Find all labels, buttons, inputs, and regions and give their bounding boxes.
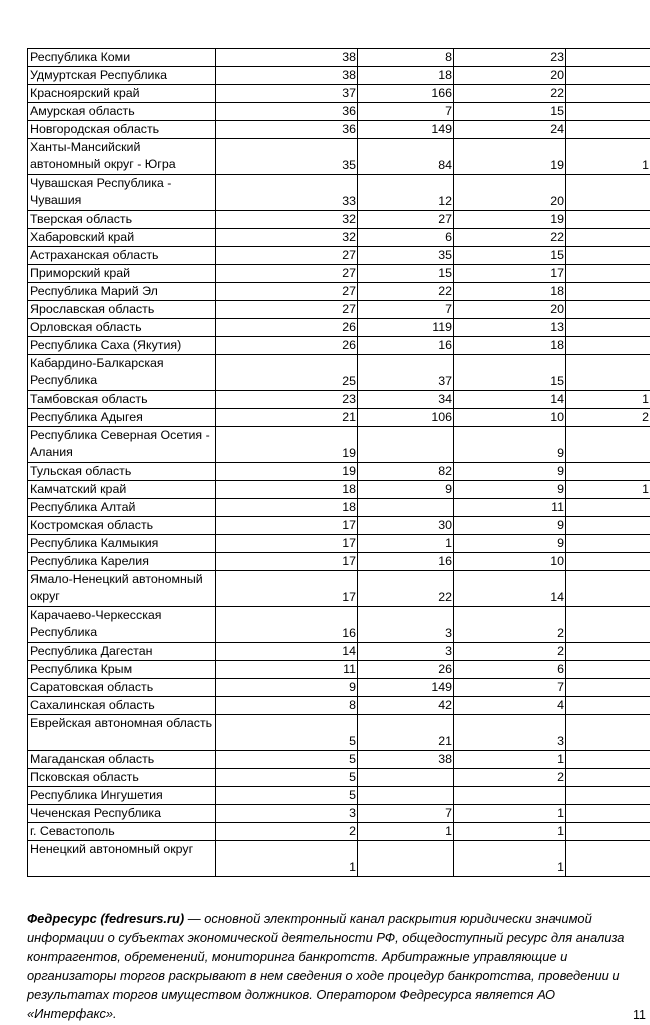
table-row xyxy=(28,463,650,481)
value-cell-2: 1 xyxy=(358,823,454,841)
page-number: 11 xyxy=(633,1008,646,1022)
region-name-cell: Кабардино-Балкарская Республика xyxy=(28,355,216,391)
region-name-cell: Республика Алтай xyxy=(28,499,216,517)
value-cell-2 xyxy=(358,427,454,463)
table-row xyxy=(28,823,650,841)
value-cell-3: 7 xyxy=(454,679,566,697)
value-cell-1: 1 xyxy=(216,841,358,877)
value-cell-2: 27 xyxy=(358,211,454,229)
value-cell-2: 149 xyxy=(358,121,454,139)
region-name-cell: Сахалинская область xyxy=(28,697,216,715)
value-cell-2: 84 xyxy=(358,139,454,175)
table-row xyxy=(28,49,650,67)
value-cell-4: 1 xyxy=(566,139,650,175)
value-cell-3: 9 xyxy=(454,463,566,481)
value-cell-1: 11 xyxy=(216,661,358,679)
table-row xyxy=(28,607,650,643)
value-cell-4 xyxy=(566,697,650,715)
value-cell-3: 9 xyxy=(454,517,566,535)
table-row xyxy=(28,499,650,517)
table-row xyxy=(28,139,650,175)
value-cell-2: 6 xyxy=(358,229,454,247)
value-cell-1: 9 xyxy=(216,679,358,697)
value-cell-3: 22 xyxy=(454,229,566,247)
value-cell-1: 26 xyxy=(216,337,358,355)
footnote xyxy=(27,909,647,1023)
region-name-cell: Республика Крым xyxy=(28,661,216,679)
table-row xyxy=(28,319,650,337)
value-cell-4 xyxy=(566,49,650,67)
value-cell-4 xyxy=(566,319,650,337)
table-row xyxy=(28,265,650,283)
value-cell-4 xyxy=(566,823,650,841)
value-cell-2: 26 xyxy=(358,661,454,679)
value-cell-1: 17 xyxy=(216,571,358,607)
value-cell-4 xyxy=(566,553,650,571)
value-cell-1: 17 xyxy=(216,517,358,535)
value-cell-3: 23 xyxy=(454,49,566,67)
region-name-cell: Тульская область xyxy=(28,463,216,481)
value-cell-1: 19 xyxy=(216,427,358,463)
value-cell-2: 1 xyxy=(358,535,454,553)
value-cell-3: 17 xyxy=(454,265,566,283)
region-name-cell: Ямало-Ненецкий автономный округ xyxy=(28,571,216,607)
value-cell-3: 20 xyxy=(454,67,566,85)
value-cell-2: 21 xyxy=(358,715,454,751)
value-cell-3: 1 xyxy=(454,841,566,877)
regions-table-body xyxy=(28,49,650,877)
region-name-cell: Республика Марий Эл xyxy=(28,283,216,301)
value-cell-2: 166 xyxy=(358,85,454,103)
table-row xyxy=(28,67,650,85)
value-cell-3: 14 xyxy=(454,571,566,607)
value-cell-4 xyxy=(566,283,650,301)
value-cell-4 xyxy=(566,121,650,139)
value-cell-2: 3 xyxy=(358,643,454,661)
value-cell-3: 15 xyxy=(454,247,566,265)
value-cell-3: 3 xyxy=(454,715,566,751)
value-cell-3: 14 xyxy=(454,391,566,409)
value-cell-2: 22 xyxy=(358,571,454,607)
value-cell-4 xyxy=(566,247,650,265)
region-name-cell: Чувашская Республика - Чувашия xyxy=(28,175,216,211)
value-cell-1: 27 xyxy=(216,301,358,319)
table-row xyxy=(28,283,650,301)
region-name-cell: Саратовская область xyxy=(28,679,216,697)
value-cell-4 xyxy=(566,841,650,877)
value-cell-3: 18 xyxy=(454,283,566,301)
table-row xyxy=(28,535,650,553)
value-cell-2: 9 xyxy=(358,481,454,499)
value-cell-2: 18 xyxy=(358,67,454,85)
value-cell-1: 27 xyxy=(216,283,358,301)
table-row xyxy=(28,355,650,391)
region-name-cell: Магаданская область xyxy=(28,751,216,769)
value-cell-1: 18 xyxy=(216,499,358,517)
value-cell-3: 10 xyxy=(454,553,566,571)
value-cell-1: 19 xyxy=(216,463,358,481)
table-row xyxy=(28,553,650,571)
value-cell-3: 13 xyxy=(454,319,566,337)
value-cell-3: 18 xyxy=(454,337,566,355)
value-cell-1: 26 xyxy=(216,319,358,337)
value-cell-3: 22 xyxy=(454,85,566,103)
value-cell-2: 149 xyxy=(358,679,454,697)
value-cell-4 xyxy=(566,427,650,463)
table-row xyxy=(28,787,650,805)
value-cell-1: 18 xyxy=(216,481,358,499)
value-cell-4 xyxy=(566,103,650,121)
value-cell-2: 7 xyxy=(358,301,454,319)
value-cell-1: 25 xyxy=(216,355,358,391)
value-cell-2: 7 xyxy=(358,805,454,823)
value-cell-2: 12 xyxy=(358,175,454,211)
table-row xyxy=(28,103,650,121)
value-cell-2: 119 xyxy=(358,319,454,337)
table-row xyxy=(28,247,650,265)
value-cell-1: 36 xyxy=(216,121,358,139)
region-name-cell: Тверская область xyxy=(28,211,216,229)
value-cell-3: 19 xyxy=(454,211,566,229)
value-cell-2 xyxy=(358,841,454,877)
value-cell-3: 19 xyxy=(454,139,566,175)
table-row xyxy=(28,427,650,463)
value-cell-1: 3 xyxy=(216,805,358,823)
table-row xyxy=(28,409,650,427)
value-cell-4 xyxy=(566,751,650,769)
region-name-cell: Республика Калмыкия xyxy=(28,535,216,553)
value-cell-1: 5 xyxy=(216,751,358,769)
value-cell-1: 23 xyxy=(216,391,358,409)
value-cell-3: 9 xyxy=(454,427,566,463)
value-cell-4 xyxy=(566,175,650,211)
value-cell-4 xyxy=(566,211,650,229)
table-row xyxy=(28,769,650,787)
table-row xyxy=(28,121,650,139)
table-row xyxy=(28,751,650,769)
value-cell-1: 37 xyxy=(216,85,358,103)
table-row xyxy=(28,805,650,823)
region-name-cell: Республика Ингушетия xyxy=(28,787,216,805)
region-name-cell: Республика Коми xyxy=(28,49,216,67)
region-name-cell: Республика Саха (Якутия) xyxy=(28,337,216,355)
value-cell-4 xyxy=(566,463,650,481)
value-cell-2: 16 xyxy=(358,337,454,355)
region-name-cell: Чеченская Республика xyxy=(28,805,216,823)
value-cell-3: 15 xyxy=(454,103,566,121)
value-cell-3: 1 xyxy=(454,751,566,769)
value-cell-2: 16 xyxy=(358,553,454,571)
region-name-cell: Республика Северная Осетия - Алания xyxy=(28,427,216,463)
value-cell-2: 37 xyxy=(358,355,454,391)
regions-table xyxy=(27,48,650,877)
value-cell-1: 14 xyxy=(216,643,358,661)
footnote-source: Федресурс (fedresurs.ru) xyxy=(27,910,185,926)
region-name-cell: Новгородская область xyxy=(28,121,216,139)
value-cell-4 xyxy=(566,229,650,247)
table-row xyxy=(28,679,650,697)
value-cell-2: 15 xyxy=(358,265,454,283)
value-cell-3: 2 xyxy=(454,769,566,787)
footnote-text: — основной электронный канал раскрытия юридически значимой информации о субъектах экономической деятельности РФ, общедоступный ресурс для анализа контрагентов, обременений, мониторинга банкротств. Арбитражные управляющие и организаторы торгов раскрывают в нем сведения о ходе процедур банкротства, проведении и результатах торгов имуществом должников. Оператором Федресурса является АО «Интерфакс». xyxy=(27,910,625,1021)
value-cell-4 xyxy=(566,517,650,535)
value-cell-4: 1 xyxy=(566,391,650,409)
region-name-cell: Республика Дагестан xyxy=(28,643,216,661)
table-row xyxy=(28,715,650,751)
table-row xyxy=(28,661,650,679)
value-cell-3: 24 xyxy=(454,121,566,139)
table-row xyxy=(28,841,650,877)
value-cell-4 xyxy=(566,85,650,103)
region-name-cell: Республика Адыгея xyxy=(28,409,216,427)
table-row xyxy=(28,517,650,535)
table-row xyxy=(28,481,650,499)
value-cell-2: 34 xyxy=(358,391,454,409)
region-name-cell: Орловская область xyxy=(28,319,216,337)
value-cell-3: 11 xyxy=(454,499,566,517)
value-cell-1: 16 xyxy=(216,607,358,643)
value-cell-4 xyxy=(566,769,650,787)
value-cell-4 xyxy=(566,535,650,553)
value-cell-1: 17 xyxy=(216,535,358,553)
value-cell-3 xyxy=(454,787,566,805)
value-cell-3: 6 xyxy=(454,661,566,679)
value-cell-4 xyxy=(566,787,650,805)
value-cell-4 xyxy=(566,265,650,283)
value-cell-3: 15 xyxy=(454,355,566,391)
value-cell-2: 7 xyxy=(358,103,454,121)
region-name-cell: г. Севастополь xyxy=(28,823,216,841)
region-name-cell: Ярославская область xyxy=(28,301,216,319)
value-cell-2: 82 xyxy=(358,463,454,481)
value-cell-4 xyxy=(566,715,650,751)
value-cell-3: 1 xyxy=(454,805,566,823)
value-cell-1: 5 xyxy=(216,715,358,751)
value-cell-2 xyxy=(358,787,454,805)
region-name-cell: Амурская область xyxy=(28,103,216,121)
value-cell-2: 22 xyxy=(358,283,454,301)
region-name-cell: Камчатский край xyxy=(28,481,216,499)
value-cell-4 xyxy=(566,571,650,607)
value-cell-3: 2 xyxy=(454,643,566,661)
value-cell-2: 30 xyxy=(358,517,454,535)
value-cell-1: 32 xyxy=(216,211,358,229)
value-cell-1: 32 xyxy=(216,229,358,247)
value-cell-1: 38 xyxy=(216,49,358,67)
value-cell-4 xyxy=(566,661,650,679)
value-cell-1: 27 xyxy=(216,265,358,283)
value-cell-4: 2 xyxy=(566,409,650,427)
value-cell-1: 27 xyxy=(216,247,358,265)
value-cell-1: 5 xyxy=(216,787,358,805)
value-cell-1: 5 xyxy=(216,769,358,787)
region-name-cell: Костромская область xyxy=(28,517,216,535)
value-cell-2: 35 xyxy=(358,247,454,265)
value-cell-1: 35 xyxy=(216,139,358,175)
region-name-cell: Красноярский край xyxy=(28,85,216,103)
value-cell-1: 2 xyxy=(216,823,358,841)
table-row xyxy=(28,175,650,211)
value-cell-1: 36 xyxy=(216,103,358,121)
value-cell-3: 20 xyxy=(454,301,566,319)
region-name-cell: Тамбовская область xyxy=(28,391,216,409)
region-name-cell: Псковская область xyxy=(28,769,216,787)
value-cell-1: 33 xyxy=(216,175,358,211)
region-name-cell: Еврейская автономная область xyxy=(28,715,216,751)
region-name-cell: Карачаево-Черкесская Республика xyxy=(28,607,216,643)
value-cell-2: 3 xyxy=(358,607,454,643)
table-row xyxy=(28,643,650,661)
value-cell-4 xyxy=(566,355,650,391)
value-cell-4 xyxy=(566,643,650,661)
table-row xyxy=(28,697,650,715)
table-row xyxy=(28,571,650,607)
value-cell-3: 9 xyxy=(454,481,566,499)
value-cell-4 xyxy=(566,337,650,355)
table-row xyxy=(28,337,650,355)
region-name-cell: Астраханская область xyxy=(28,247,216,265)
value-cell-1: 38 xyxy=(216,67,358,85)
value-cell-2: 8 xyxy=(358,49,454,67)
table-row xyxy=(28,391,650,409)
value-cell-1: 17 xyxy=(216,553,358,571)
region-name-cell: Республика Карелия xyxy=(28,553,216,571)
value-cell-3: 9 xyxy=(454,535,566,553)
value-cell-2 xyxy=(358,499,454,517)
value-cell-1: 8 xyxy=(216,697,358,715)
value-cell-4 xyxy=(566,301,650,319)
region-name-cell: Удмуртская Республика xyxy=(28,67,216,85)
region-name-cell: Хабаровский край xyxy=(28,229,216,247)
table-row xyxy=(28,301,650,319)
value-cell-1: 21 xyxy=(216,409,358,427)
value-cell-4 xyxy=(566,607,650,643)
value-cell-4 xyxy=(566,67,650,85)
value-cell-2: 42 xyxy=(358,697,454,715)
region-name-cell: Ханты-Мансийский автономный округ - Югра xyxy=(28,139,216,175)
value-cell-4: 1 xyxy=(566,481,650,499)
table-row xyxy=(28,85,650,103)
region-name-cell: Ненецкий автономный округ xyxy=(28,841,216,877)
value-cell-2: 106 xyxy=(358,409,454,427)
value-cell-3: 1 xyxy=(454,823,566,841)
value-cell-3: 2 xyxy=(454,607,566,643)
region-name-cell: Приморский край xyxy=(28,265,216,283)
value-cell-4 xyxy=(566,805,650,823)
table-row xyxy=(28,229,650,247)
value-cell-3: 10 xyxy=(454,409,566,427)
value-cell-3: 4 xyxy=(454,697,566,715)
value-cell-4 xyxy=(566,499,650,517)
value-cell-4 xyxy=(566,679,650,697)
table-row xyxy=(28,211,650,229)
value-cell-2 xyxy=(358,769,454,787)
value-cell-2: 38 xyxy=(358,751,454,769)
value-cell-3: 20 xyxy=(454,175,566,211)
